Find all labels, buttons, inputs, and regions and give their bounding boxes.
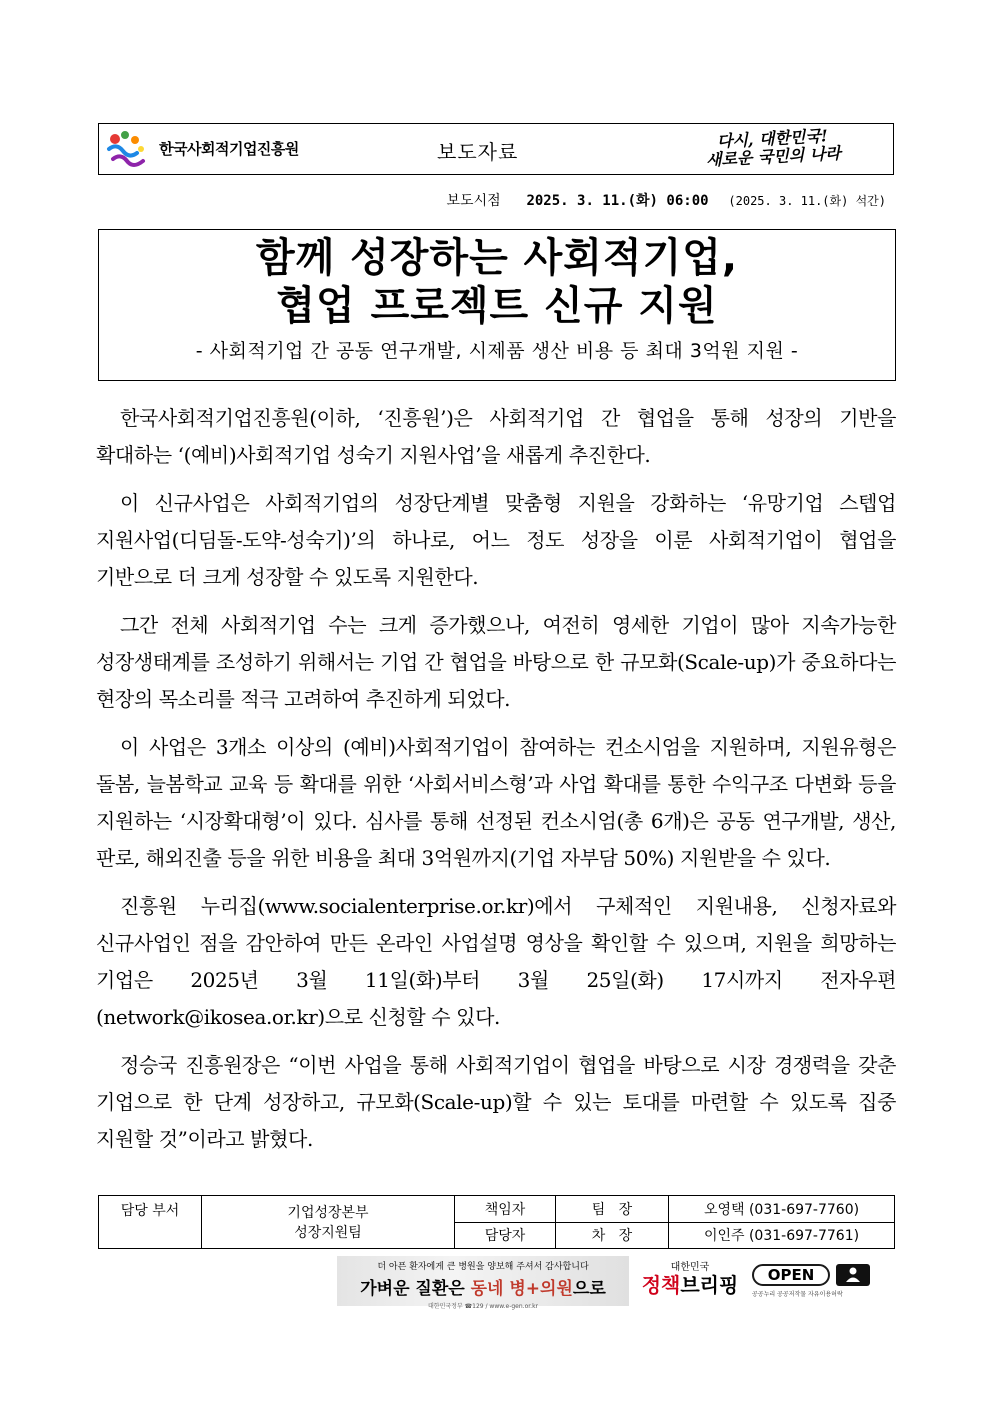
subheadline: - 사회적기업 간 공동 연구개발, 시제품 생산 비용 등 최대 3억원 지원 - xyxy=(195,340,799,362)
government-slogan xyxy=(688,126,858,175)
role-cell: 담당자 xyxy=(455,1222,556,1249)
campaign-main-part-3: 으로 xyxy=(572,1279,606,1299)
policy-briefing-word-2: 브리핑 xyxy=(680,1273,739,1297)
policy-briefing-word-1: 정책 xyxy=(641,1273,681,1297)
release-time xyxy=(447,190,886,210)
campaign-banner xyxy=(337,1256,629,1310)
campaign-main-part-2: 동네 병+의원 xyxy=(470,1279,573,1299)
paragraph: 진흥원 누리집(www.socialenterprise.or.kr)에서 구체적인 지원내용, 신청자료와 신규사업인 점을 감안하여 만든 온라인 사업설명 영상을 확인할 수 있으며, 지원을 희망하는 기업은 2025년 3월 11일(화)부터 3월 25일(화) 17시까지 전자우편(network@ikosea.or.kr)으로 신청할 수 있다. xyxy=(96,894,896,1029)
organization-logo-icon xyxy=(103,127,151,171)
policy-briefing-logo xyxy=(640,1258,740,1306)
paragraph: 그간 전체 사회적기업 수는 크게 증가했으나, 여전히 영세한 기업이 많아 지속가능한 성장생태계를 조성하기 위해서는 기업 간 협업을 바탕으로 한 규모화(Scale-up)가 중요하다는 현장의 목소리를 적극 고려하여 추진하게 되었다. xyxy=(96,613,896,711)
paragraph: 한국사회적기업진흥원(이하, ‘진흥원’)은 사회적기업 간 협업을 통해 성장의 기반을 확대하는 ‘(예비)사회적기업 성숙기 지원사업’을 새롭게 추진한다. xyxy=(96,406,896,467)
paragraph: 정승국 진흥원장은 “이번 사업을 통해 사회적기업이 협업을 바탕으로 시장 경쟁력을 갖춘 기업으로 한 단계 성장하고, 규모화(Scale-up)할 수 있는 토대를 마련할 수 있도록 집중 지원할 것”이라고 밝혔다. xyxy=(96,1053,896,1151)
dept-team: 성장지원팀 xyxy=(294,1225,362,1241)
contact-table xyxy=(98,1195,895,1249)
campaign-banner-top: 더 아픈 환자에게 큰 병원을 양보해 주셔서 감사합니다 xyxy=(377,1262,589,1272)
open-label: OPEN xyxy=(752,1264,830,1286)
title-box xyxy=(98,229,896,381)
dept-name-cell xyxy=(202,1196,455,1249)
organization-name: 한국사회적기업진흥원 xyxy=(159,140,299,158)
headline-line-1: 함께 성장하는 사회적기업, xyxy=(255,235,739,281)
slogan-line-2: 새로운 국민의 나라 xyxy=(705,143,842,170)
open-license-badge xyxy=(752,1264,874,1304)
role-cell: 책임자 xyxy=(455,1196,556,1223)
campaign-main-part-1: 가벼운 질환은 xyxy=(360,1279,471,1299)
person-cell: 이인주 (031-697-7761) xyxy=(669,1222,895,1249)
job-title-cell: 차 장 xyxy=(556,1222,669,1249)
dept-division: 기업성장본부 xyxy=(287,1205,369,1221)
paragraph: 이 사업은 3개소 이상의 (예비)사회적기업이 참여하는 컨소시엄을 지원하며, 지원유형은 돌봄, 늘봄학교 교육 등 확대를 위한 ‘사회서비스형’과 사업 확대를 통한 수익구조 다변화 등을 지원하는 ‘시장확대형’이 있다. 심사를 통해 선정된 컨소시엄(총 6개)은 공동 연구개발, 생산, 판로, 해외진출 등을 위한 비용을 최대 3억원까지(기업 자부담 50%) 지원받을 수 있다. xyxy=(96,735,896,870)
release-label: 보도시점 xyxy=(446,193,501,209)
paragraph: 이 신규사업은 사회적기업의 성장단계별 맞춤형 지원을 강화하는 ‘유망기업 스텝업 지원사업(디딤돌-도약-성숙기)’의 하나로, 어느 정도 성장을 이룬 사회적기업이 협업을 기반으로 더 크게 성장할 수 있도록 지원한다. xyxy=(96,491,896,589)
dept-label-cell: 담당 부서 xyxy=(99,1196,202,1249)
release-embargo: (2025. 3. 11.(화) 석간) xyxy=(728,194,886,208)
release-datetime: 2025. 3. 11.(화) 06:00 xyxy=(526,193,709,209)
document-type: 보도자료 xyxy=(437,140,519,164)
attribution-person-icon xyxy=(836,1264,870,1286)
policy-briefing-wordmark xyxy=(640,1273,740,1297)
policy-briefing-country: 대한민국 xyxy=(670,1262,710,1273)
job-title-cell: 팀 장 xyxy=(556,1196,669,1223)
headline-line-2: 협업 프로젝트 신규 지원 xyxy=(276,283,718,329)
table-row xyxy=(99,1196,895,1223)
campaign-banner-main xyxy=(337,1274,629,1299)
open-license-text: 공공누리 공공저작물 자유이용허락 xyxy=(752,1291,843,1298)
article-body xyxy=(96,400,896,1169)
press-header xyxy=(98,123,894,175)
person-cell: 오영택 (031-697-7760) xyxy=(669,1196,895,1223)
campaign-banner-footer: 대한민국정부 ☎129 / www.e-gen.or.kr xyxy=(427,1303,539,1310)
slogan-line-1: 다시, 대한민국! xyxy=(716,126,829,151)
